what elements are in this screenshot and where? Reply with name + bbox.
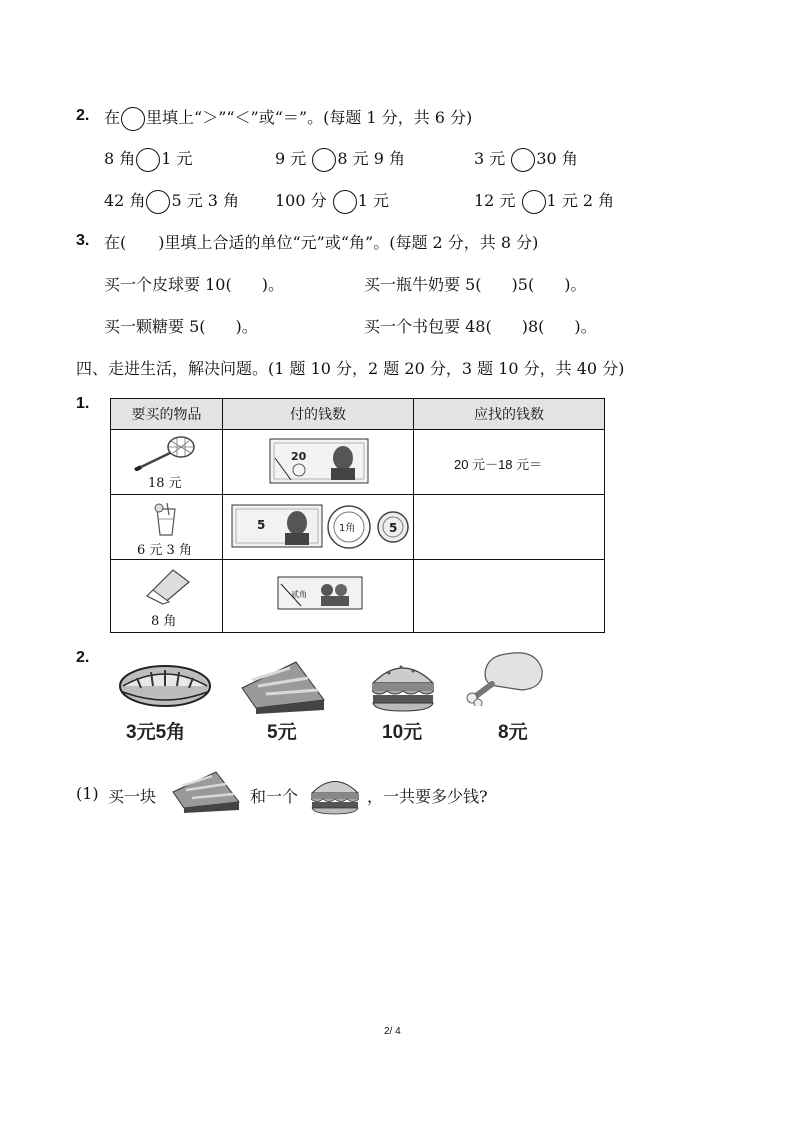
banknote-2-jiao-icon [277,576,363,610]
table-header: 付的钱数 [223,399,414,430]
eraser-icon [143,566,193,606]
food-price: 3元5角 [126,722,186,743]
hamburger-icon [369,655,437,713]
q2-item-3: 3 元 30 角 [474,146,578,172]
item-cell [111,430,223,495]
q2-number: 2. [76,107,90,124]
compare-circle[interactable] [146,190,170,214]
food-price: 8元 [498,722,528,743]
banknote-value: 贰角 [291,590,307,599]
chicken-leg-icon [466,648,546,706]
change-table [110,398,605,633]
table-row [111,560,605,633]
subq1-text-mid: 和一个 [250,787,299,806]
q2-item-4: 42 角 5 元 3 角 [104,188,239,214]
s4-q1-number: 1. [76,395,90,412]
coin-1-jiao-icon [328,506,370,548]
badminton-racket-icon [133,433,199,471]
q3-item-c: 买一颗糖要 5( )。 [104,317,258,336]
q3-item-d: 买一个书包要 48( )8( )。 [364,317,597,336]
compare-circle[interactable] [312,148,336,172]
q2-instruction [104,105,472,131]
sandwich-icon [170,770,242,814]
hamburger-icon [309,771,361,815]
item-price: 8 角 [151,614,177,629]
juice-glass-icon [151,501,181,537]
s4-q2-number: 2. [76,649,90,666]
change-cell[interactable] [414,560,605,633]
subq1-text-pre: 买一块 [108,787,157,806]
item-price: 18 元 [148,476,182,491]
compare-circle[interactable] [333,190,357,214]
coin-value: 1角 [339,523,356,534]
banknote-value: 20 [291,450,307,463]
bread-icon [117,658,213,708]
change-expression: 20 元－18 元＝ [454,457,543,472]
table-header: 应找的钱数 [414,399,605,430]
compare-circle[interactable] [522,190,546,214]
paid-cell [223,560,414,633]
sandwich-icon [238,660,328,714]
subq1-text-post: ，一共要多少钱? [367,787,488,806]
q2-instr-post: 里填上“＞”“＜”或“＝”。(每题 1 分，共 6 分) [146,108,473,127]
table-row [111,430,605,495]
q2-item-2: 9 元 8 元 9 角 [275,146,405,172]
paid-money-5yuan-1jiao-5jiao [231,503,411,551]
q2-item-5: 100 分 1 元 [275,188,389,214]
banknote-value: 5 [257,518,266,532]
change-cell[interactable] [414,495,605,560]
q2-item-6: 12 元 1 元 2 角 [474,188,614,214]
paid-cell [223,430,414,495]
coin-value: 5 [389,521,398,535]
paid-cell [223,495,414,560]
banknote-20-yuan-icon [269,438,369,484]
item-cell [111,560,223,633]
compare-circle-sample [121,107,145,131]
item-cell [111,495,223,560]
q3-number: 3. [76,232,90,249]
food-price: 5元 [267,722,297,743]
table-row [111,495,605,560]
section4-title: 四、走进生活，解决问题。(1 题 10 分，2 题 20 分，3 题 10 分，共 40 分) [76,359,625,378]
compare-circle[interactable] [511,148,535,172]
q3-item-b: 买一瓶牛奶要 5( )5( )。 [364,275,587,294]
q3-instruction: 在( )里填上合适的单位“元”或“角”。(每题 2 分，共 8 分) [104,233,539,252]
banknote-5-yuan-icon [232,505,322,547]
food-price: 10元 [382,722,423,743]
change-cell[interactable] [414,430,605,495]
q3-item-a: 买一个皮球要 10( )。 [104,275,284,294]
table-header: 要买的物品 [111,399,223,430]
subq1-label: (1) [76,784,99,803]
q2-item-1: 8 角 1 元 [104,146,193,172]
q2-instr-pre: 在 [104,108,121,127]
coin-5-jiao-icon [378,512,408,542]
item-price: 6 元 3 角 [137,543,192,558]
compare-circle[interactable] [136,148,160,172]
page-number: 2/ 4 [384,1026,401,1037]
